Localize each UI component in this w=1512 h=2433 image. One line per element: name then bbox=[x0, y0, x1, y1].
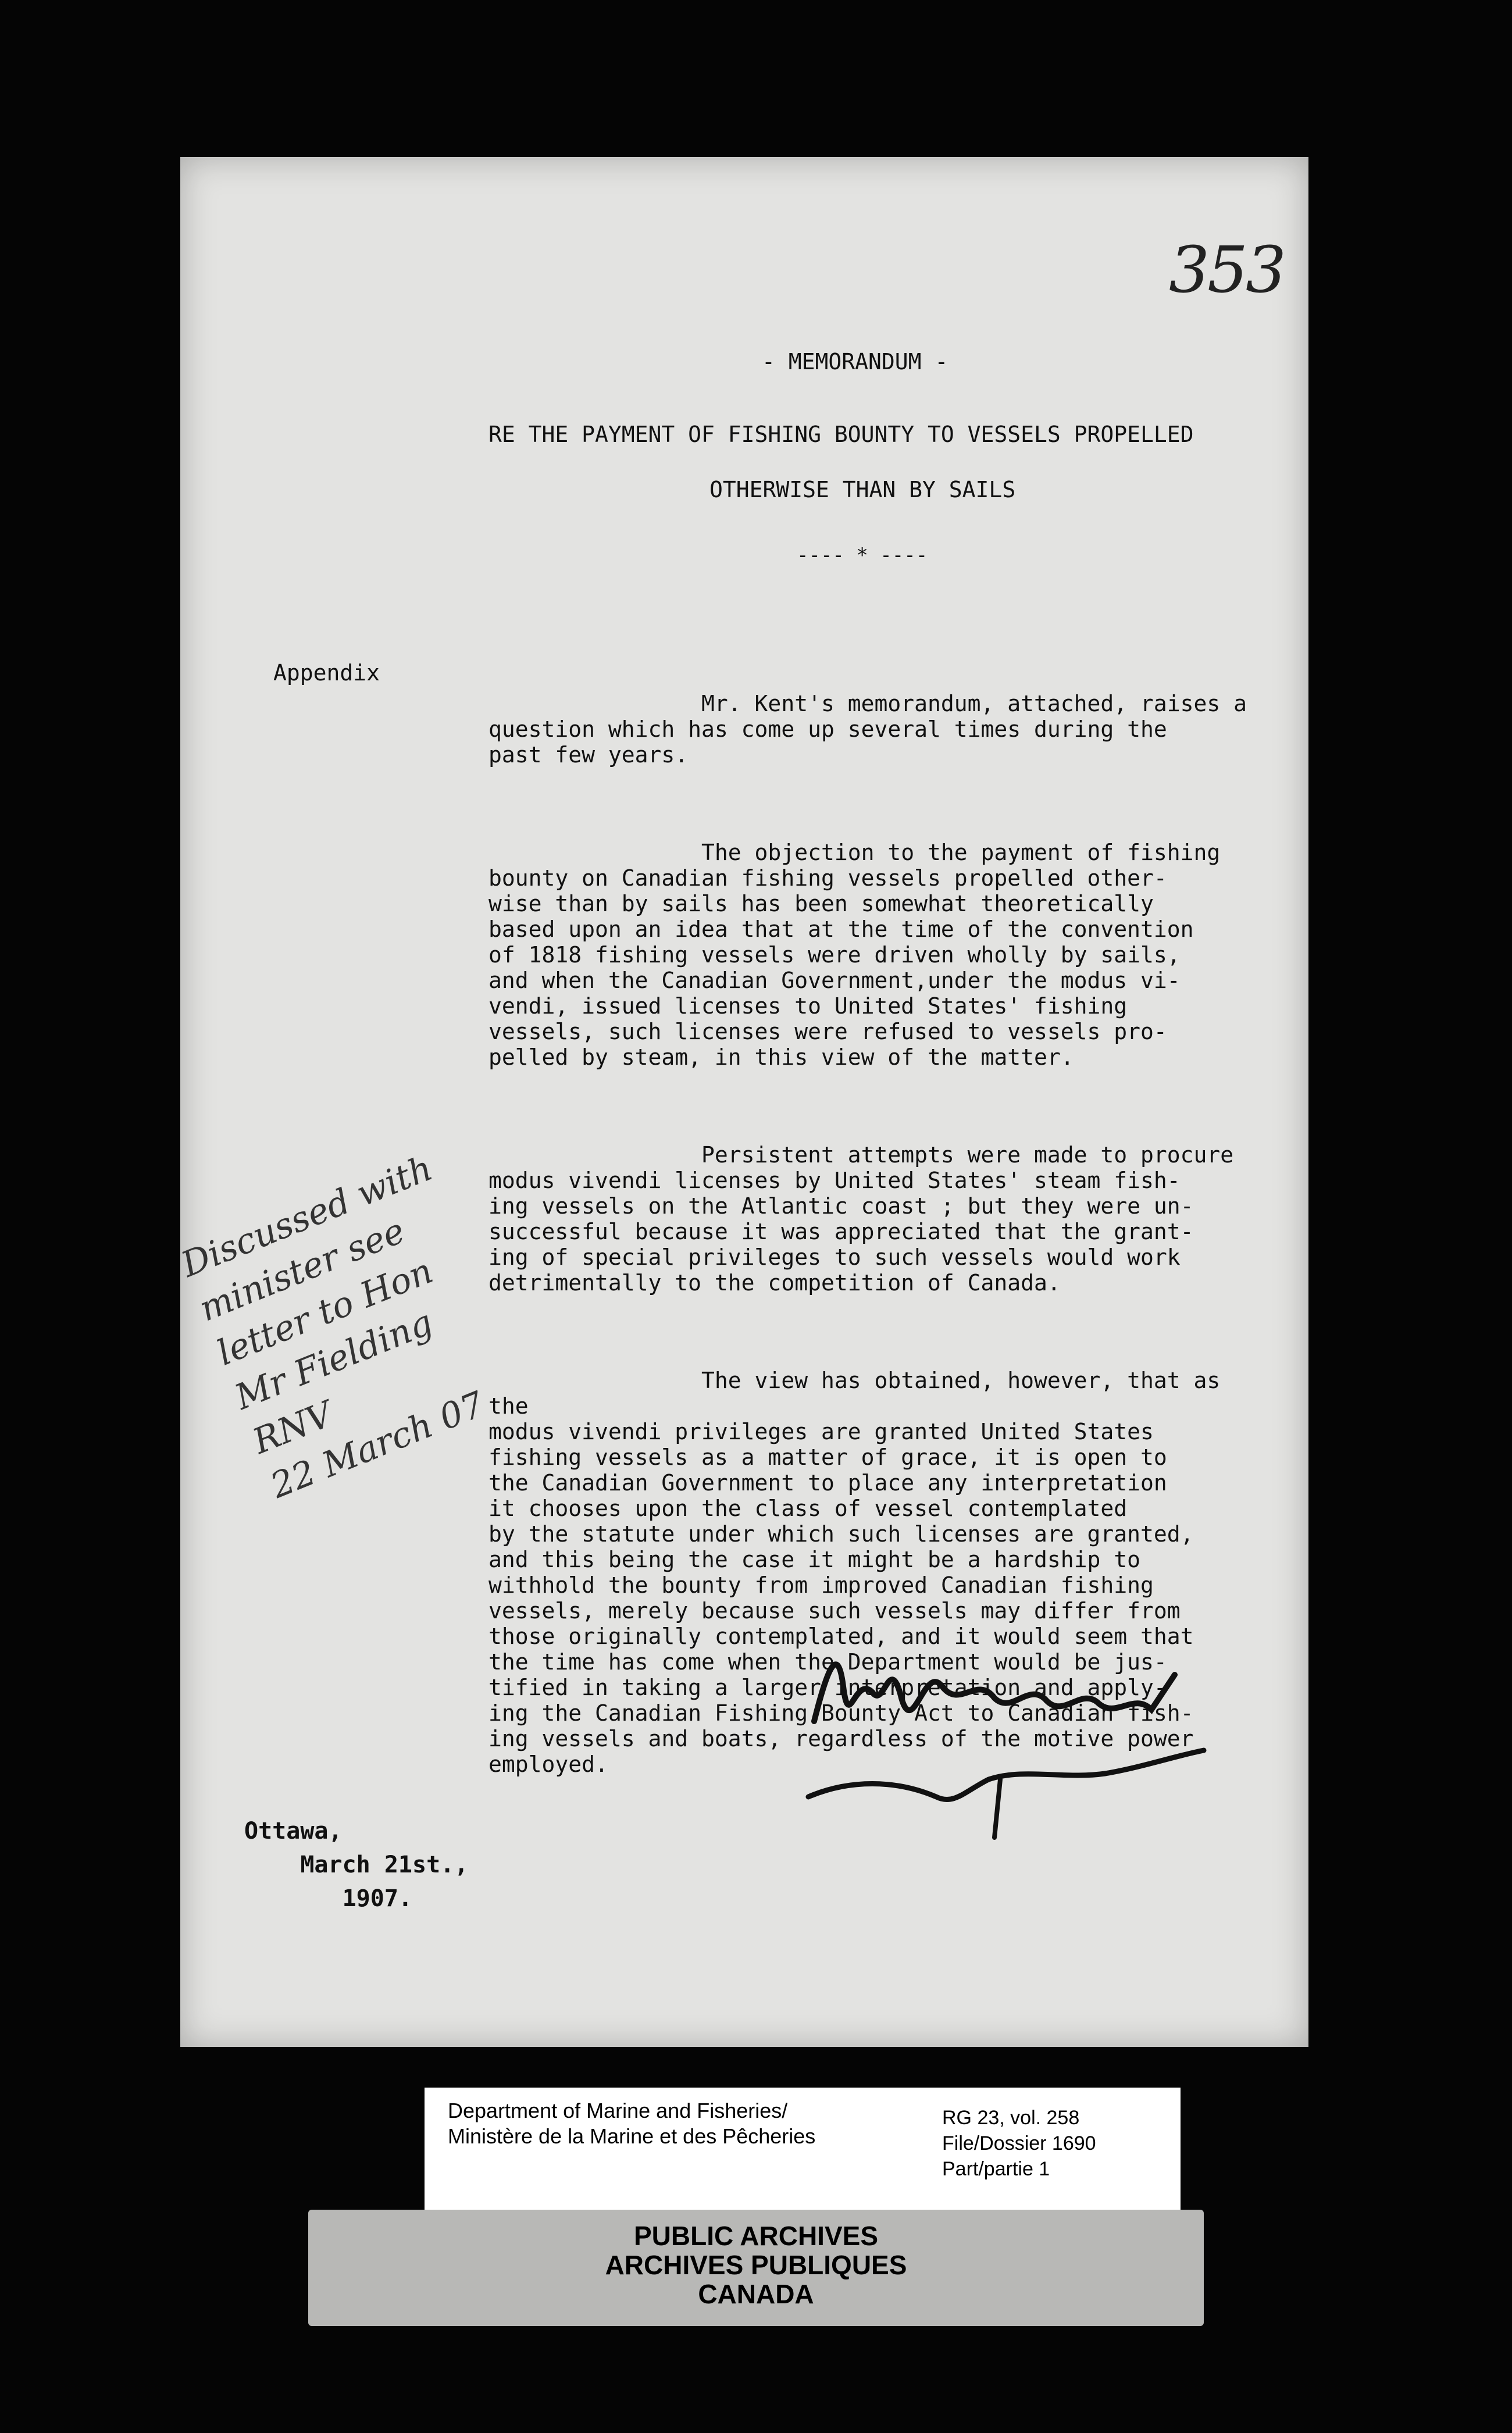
memo-subject-line-2: OTHERWISE THAN BY SAILS bbox=[709, 477, 1016, 502]
signature-image bbox=[803, 1605, 1210, 1849]
paragraph: The objection to the payment of fishing bounty on Canadian fishing vessels propelled other- wise than by sails has been somewhat theoretically based upon an idea that at the time of the convention of 1818 fishing vessels were driven wholly by sails, and when the Canadian Government,under the modus vi- vendi, issued licenses to United States' fishing vessels, such licenses were refused to vessels pro- pelled by steam, in this view of the matter. bbox=[488, 840, 1221, 1070]
place-and-date: Ottawa, March 21st., 1907. bbox=[244, 1818, 469, 1912]
paragraph: Persistent attempts were made to procure modus vivendi licenses by United States' steam fish- ing vessels on the Atlantic coast ; but they were un- successful because it was appreciated that the grant- ing of special privileges to such vessels would work detrimentally to the competition of Canada. bbox=[488, 1142, 1234, 1296]
public-archives-stamp bbox=[308, 2210, 1204, 2326]
stamp-line: PUBLIC ARCHIVES bbox=[634, 2221, 878, 2251]
memo-subject-line-1: RE THE PAYMENT OF FISHING BOUNTY TO VESSELS PROPELLED bbox=[488, 422, 1194, 447]
paragraph: Mr. Kent's memorandum, attached, raises a question which has come up several times during the past few years. bbox=[488, 691, 1247, 768]
memo-title: - MEMORANDUM - bbox=[762, 349, 948, 374]
archive-reference-label bbox=[425, 2088, 1181, 2221]
page-number: 353 bbox=[1169, 233, 1284, 307]
margin-label-appendix: Appendix bbox=[273, 660, 380, 686]
archive-department: Department of Marine and Fisheries/ Ministère de la Marine et des Pêcheries bbox=[448, 2099, 816, 2148]
handwritten-margin-note: Discussed with minister see letter to Hon Mr Fielding RNV 22 March 07 bbox=[176, 1147, 490, 1507]
paragraph: The view has obtained, however, that as the modus vivendi privileges are granted United States fishing vessels as a matter of grace, it is open to the Canadian Government to place any interpretation it chooses upon the class of vessel contemplated by the statute under which such licenses are granted, and this being the case it might be a hardship to withhold the bounty from improved Canadian fishing vessels, merely because such vessels may differ from those originally contemplated, and it would seem that the time has come when the Department would be jus- tified in taking a larger interpretation and apply- ing the Canadian Fishing Bounty Act to Canadian fish- ing vessels and boats, regardless of the motive power employed. bbox=[488, 1368, 1221, 1777]
archive-file-reference: RG 23, vol. 258 File/Dossier 1690 Part/partie 1 bbox=[942, 2107, 1096, 2180]
stamp-line: ARCHIVES PUBLIQUES bbox=[605, 2250, 907, 2280]
separator: ---- * ---- bbox=[797, 544, 928, 567]
stamp-line: CANADA bbox=[698, 2279, 814, 2309]
